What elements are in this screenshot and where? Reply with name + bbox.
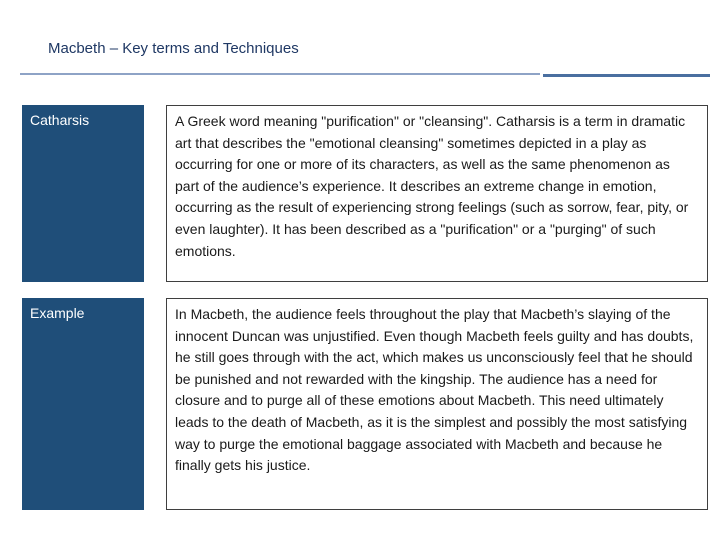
- title-underline-accent: [543, 74, 710, 77]
- slide-title: Macbeth – Key terms and Techniques: [48, 40, 299, 57]
- definition-cell-example: In Macbeth, the audience feels throughout the play that Macbeth’s slaying of the innocent Duncan was unjustified. Even though Macbeth feels guilty and has doubts, he still goes through with the act, which makes us unconsciously feel that he should be punished and not rewarded with the kingship. The audience has a need for closure and to purge all of these emotions about Macbeth. This need ultimately leads to the death of Macbeth, as it is the simplest and possibly the most satisfying way to purge the emotional baggage associated with Macbeth and because he finally gets his justice.: [166, 298, 708, 510]
- term-cell-example: Example: [22, 298, 144, 510]
- term-cell-catharsis: Catharsis: [22, 105, 144, 282]
- title-underline: [20, 73, 540, 75]
- definition-cell-catharsis: A Greek word meaning "purification" or "cleansing". Catharsis is a term in dramatic art that describes the "emotional cleansing" sometimes depicted in a play as occurring for one or more of its characters, as well as the same phenomenon as part of the audience’s experience. It describes an extreme change in emotion, occurring as the result of experiencing strong feelings (such as sorrow, fear, pity, or even laughter). It has been described as a "purification" or a "purging" of such emotions.: [166, 105, 708, 282]
